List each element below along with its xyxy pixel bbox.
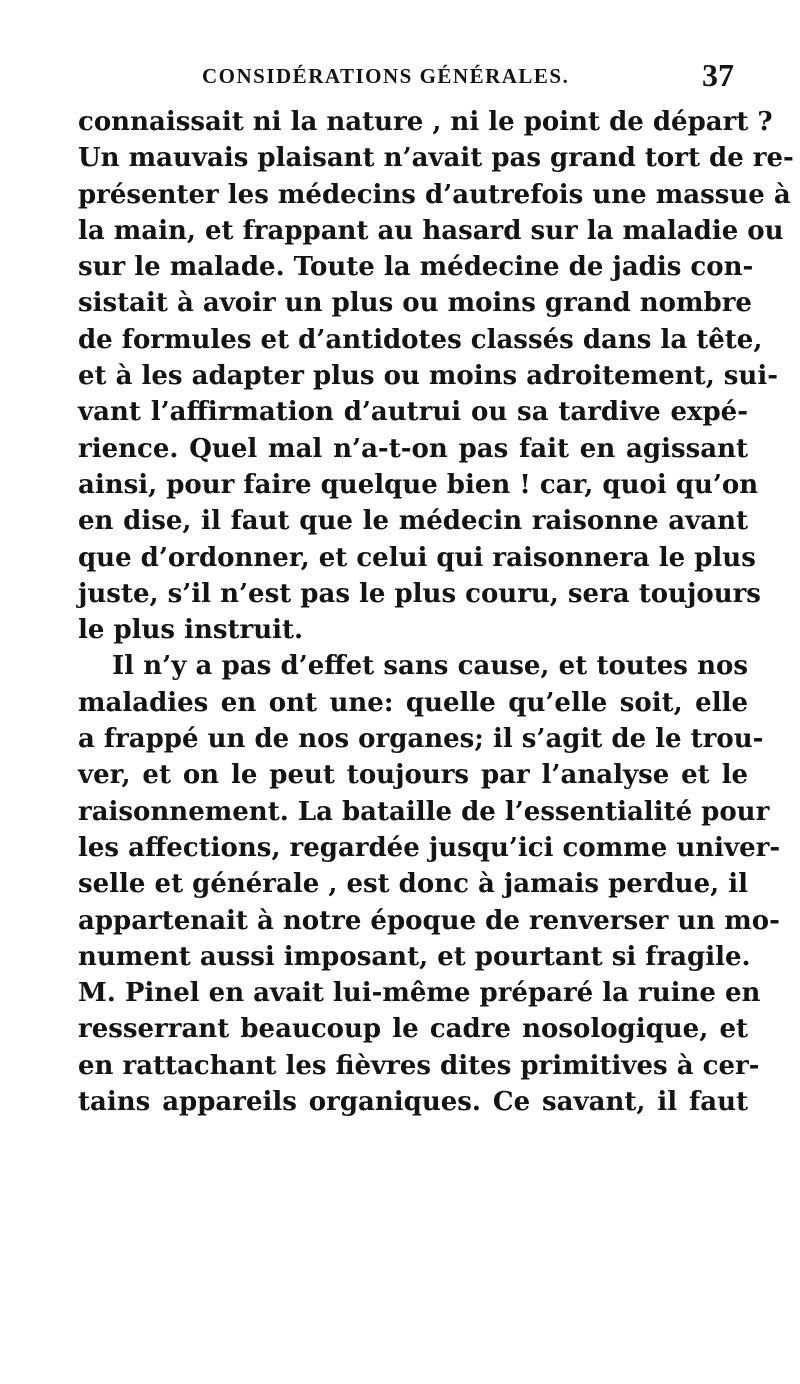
body-text: [78, 104, 794, 1120]
text-line: raisonnement. La bataille de l’essentialité pour: [78, 796, 770, 827]
text-line: rience. Quel mal n’a-t-on pas fait en agissant: [78, 433, 748, 464]
page-number: 37: [702, 57, 734, 93]
text-line: selle et générale , est donc à jamais perdue, il: [78, 869, 748, 900]
text-line: sur le malade. Toute la médecine de jadis con-: [78, 252, 754, 283]
running-head: CONSIDÉRATIONS GÉNÉRALES.: [202, 64, 570, 88]
text-line: en dise, il faut que le médecin raisonne avant: [78, 506, 748, 537]
text-line: les affections, regardée jusqu’ici comme univer-: [78, 832, 781, 863]
text-line: en rattachant les fièvres dites primitives à cer-: [78, 1050, 760, 1081]
text-line: maladies en ont une: quelle qu’elle soit, elle: [78, 687, 748, 718]
text-line: de formules et d’antidotes classés dans la tête,: [78, 324, 763, 355]
paragraph-end-line: le plus instruit.: [78, 615, 304, 646]
text-line: nument aussi imposant, et pourtant si fragile.: [78, 941, 751, 972]
text-line: Un mauvais plaisant n’avait pas grand tort de re-: [78, 143, 794, 174]
page-header: [78, 57, 738, 96]
text-line: appartenait à notre époque de renverser un mo-: [78, 905, 780, 936]
text-line: a frappé un de nos organes; il s’agit de le trou-: [78, 724, 764, 755]
text-line: connaissait ni la nature , ni le point de départ ?: [78, 107, 773, 137]
text-line: sistait à avoir un plus ou moins grand nombre: [78, 288, 752, 319]
text-line: M. Pinel en avait lui-même préparé la ruine en: [78, 978, 761, 1009]
text-line: ainsi, pour faire quelque bien ! car, quoi qu’on: [78, 469, 759, 500]
text-line: que d’ordonner, et celui qui raisonnera le plus: [78, 542, 756, 573]
text-line: présenter les médecins d’autrefois une massue à: [78, 179, 791, 210]
text-line: resserrant beaucoup le cadre nosologique, et: [78, 1014, 748, 1045]
paragraph-start-line: Il n’y a pas d’effet sans cause, et toutes nos: [112, 651, 748, 682]
text-line: et à les adapter plus ou moins adroitement, sui-: [78, 361, 779, 392]
text-line: la main, et frappant au hasard sur la maladie ou: [78, 215, 784, 246]
text-line: ver, et on le peut toujours par l’analyse et le: [78, 760, 748, 791]
text-line: vant l’affirmation d’autrui ou sa tardive expé-: [78, 397, 748, 428]
text-line: tains appareils organiques. Ce savant, il faut: [78, 1087, 748, 1118]
text-line: juste, s’il n’est pas le plus couru, sera toujours: [78, 578, 761, 609]
